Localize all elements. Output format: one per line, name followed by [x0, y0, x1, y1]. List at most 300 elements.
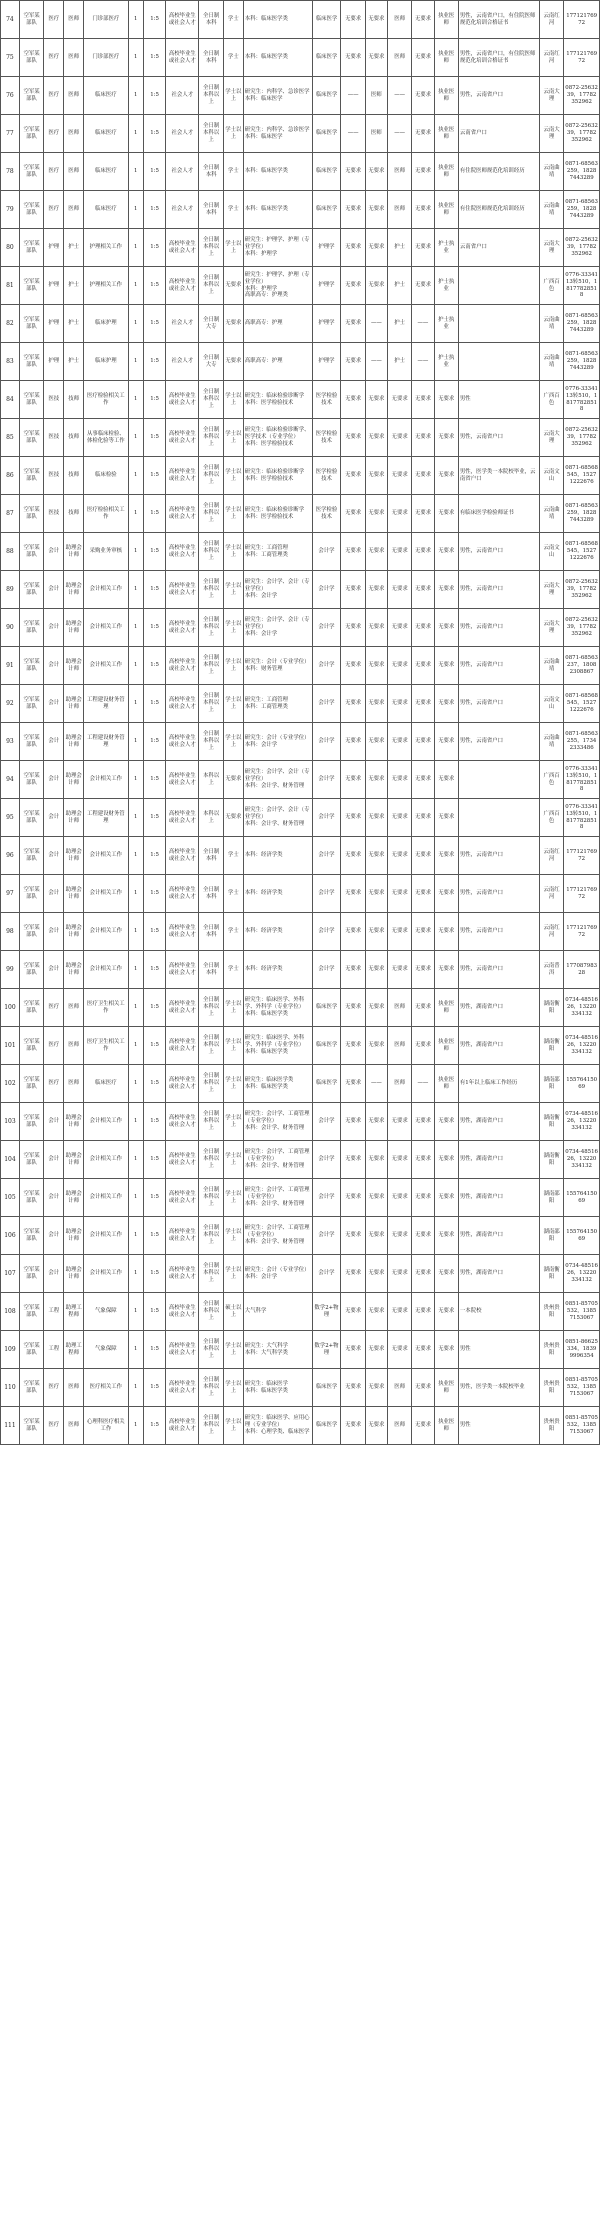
cell-degree: 学士以上: [223, 1217, 243, 1255]
cell-degree: 无要求: [223, 305, 243, 343]
cell-work-place: 云南普洱: [539, 951, 563, 989]
cell-certificate: 无要求: [434, 1179, 458, 1217]
cell-work-place: 云南红河: [539, 1, 563, 39]
cell-position-name: 技师: [64, 495, 84, 533]
cell-exam-ratio: 1:5: [144, 419, 166, 457]
cell-age: 无要求: [341, 267, 365, 305]
cell-job-duty: 工程建设财务管理: [84, 685, 128, 723]
cell-job-duty: 工程建设财务管理: [84, 799, 128, 837]
cell-certificate: 执业医师: [434, 191, 458, 229]
cell-work-place: 湖南邵阳: [539, 1179, 563, 1217]
cell-other-req: 男性，云南省户口: [458, 685, 539, 723]
cell-title-req: 无要求: [387, 1179, 411, 1217]
cell-position-name: 助理会计师: [64, 837, 84, 875]
cell-seq-no: 90: [1, 609, 20, 647]
cell-other-req: 男性: [458, 1407, 539, 1445]
cell-seq-no: 88: [1, 533, 20, 571]
cell-contact-phone: 17712176972: [564, 837, 600, 875]
cell-work-place: 云南曲靖: [539, 305, 563, 343]
cell-major: 研究生：临床检验诊断学 本科：医学检验技术: [243, 457, 312, 495]
cell-exam-ratio: 1:5: [144, 951, 166, 989]
cell-study-form: 全日制本科以上: [199, 229, 223, 267]
cell-contact-phone: 0872-2563239，17782352962: [564, 571, 600, 609]
cell-degree: 学士以上: [223, 419, 243, 457]
cell-exam-ratio: 1:5: [144, 989, 166, 1027]
cell-other-req: 男性，云南省户口: [458, 913, 539, 951]
cell-job-duty: 会计相关工作: [84, 875, 128, 913]
cell-other-req: 男性，湖南省户口: [458, 1027, 539, 1065]
cell-position-name: 助理会计师: [64, 571, 84, 609]
cell-study-form: 全日制本科以上: [199, 1103, 223, 1141]
cell-contact-phone: 0851-85705532，13857153067: [564, 1407, 600, 1445]
cell-title-req: 医师: [387, 39, 411, 77]
cell-seq-no: 95: [1, 799, 20, 837]
cell-major: 研究生：会计（专业学位） 本科：会计学: [243, 723, 312, 761]
cell-department: 空军某部队: [19, 495, 43, 533]
cell-department: 空军某部队: [19, 229, 43, 267]
cell-other-req: 男性，湖南省户口: [458, 1217, 539, 1255]
cell-position-type: 会计: [44, 1103, 64, 1141]
cell-seq-no: 91: [1, 647, 20, 685]
cell-position-type: 医技: [44, 381, 64, 419]
cell-exam-ratio: 1:5: [144, 1027, 166, 1065]
cell-candidate-source: 高校毕业生或社会人才: [166, 495, 199, 533]
cell-age: 无要求: [341, 305, 365, 343]
cell-position-name: 医师: [64, 1407, 84, 1445]
cell-experience: 无要求: [365, 1407, 387, 1445]
cell-work-place: 广西百色: [539, 799, 563, 837]
cell-study-form: 全日制本科以上: [199, 647, 223, 685]
cell-certificate: 无要求: [434, 419, 458, 457]
cell-seq-no: 101: [1, 1027, 20, 1065]
cell-exam-category: 会计学: [312, 647, 341, 685]
cell-exam-category: 会计学: [312, 533, 341, 571]
cell-position-name: 医师: [64, 39, 84, 77]
cell-candidate-source: 高校毕业生或社会人才: [166, 1, 199, 39]
cell-recruit-count: 1: [128, 1331, 144, 1369]
cell-degree: 学士以上: [223, 1179, 243, 1217]
cell-experience: 无要求: [365, 1331, 387, 1369]
cell-age: 无要求: [341, 609, 365, 647]
cell-exam-category: 会计学: [312, 761, 341, 799]
cell-experience: ——: [365, 343, 387, 381]
cell-exam-category: 临床医学: [312, 77, 341, 115]
cell-exam-ratio: 1:5: [144, 1217, 166, 1255]
cell-experience: 医师: [365, 115, 387, 153]
cell-work-place: 湖南衡阳: [539, 1027, 563, 1065]
cell-work-place: 贵州贵阳: [539, 1331, 563, 1369]
cell-recruit-count: 1: [128, 609, 144, 647]
cell-rank-req: 无要求: [412, 533, 434, 571]
cell-job-duty: 会计相关工作: [84, 571, 128, 609]
cell-recruit-count: 1: [128, 1141, 144, 1179]
cell-recruit-count: 1: [128, 989, 144, 1027]
cell-title-req: 医师: [387, 1065, 411, 1103]
cell-study-form: 全日制本科: [199, 1, 223, 39]
cell-major: 本科：经济学类: [243, 951, 312, 989]
cell-certificate: 护士执业: [434, 305, 458, 343]
cell-seq-no: 94: [1, 761, 20, 799]
cell-department: 空军某部队: [19, 571, 43, 609]
cell-candidate-source: 高校毕业生或社会人才: [166, 723, 199, 761]
cell-age: 无要求: [341, 153, 365, 191]
cell-contact-phone: 0871-68568545，15271222676: [564, 533, 600, 571]
cell-candidate-source: 高校毕业生或社会人才: [166, 609, 199, 647]
cell-experience: 无要求: [365, 267, 387, 305]
cell-contact-phone: 17708798328: [564, 951, 600, 989]
cell-candidate-source: 高校毕业生或社会人才: [166, 1027, 199, 1065]
cell-work-place: 云南文山: [539, 533, 563, 571]
cell-rank-req: 无要求: [412, 1217, 434, 1255]
cell-contact-phone: 0872-2563239，17782352962: [564, 419, 600, 457]
cell-candidate-source: 高校毕业生或社会人才: [166, 1293, 199, 1331]
cell-certificate: 护士执业: [434, 343, 458, 381]
cell-exam-category: 医学检验技术: [312, 419, 341, 457]
cell-certificate: 无要求: [434, 533, 458, 571]
cell-rank-req: 无要求: [412, 1179, 434, 1217]
cell-seq-no: 74: [1, 1, 20, 39]
cell-department: 空军某部队: [19, 837, 43, 875]
cell-study-form: 全日制本科以上: [199, 1331, 223, 1369]
cell-certificate: 无要求: [434, 1331, 458, 1369]
cell-degree: 学士以上: [223, 77, 243, 115]
cell-recruit-count: 1: [128, 1027, 144, 1065]
cell-candidate-source: 高校毕业生或社会人才: [166, 951, 199, 989]
cell-seq-no: 106: [1, 1217, 20, 1255]
cell-exam-category: 医学检验技术: [312, 495, 341, 533]
cell-certificate: 无要求: [434, 1103, 458, 1141]
cell-contact-phone: 0871-68563259，18287443289: [564, 495, 600, 533]
cell-title-req: 护士: [387, 305, 411, 343]
cell-position-name: 医师: [64, 115, 84, 153]
cell-job-duty: 临床检验: [84, 457, 128, 495]
cell-job-duty: 临床医疗: [84, 1065, 128, 1103]
cell-title-req: 无要求: [387, 837, 411, 875]
cell-position-name: 医师: [64, 153, 84, 191]
cell-exam-category: 临床医学: [312, 191, 341, 229]
cell-position-type: 会计: [44, 1217, 64, 1255]
cell-work-place: 云南文山: [539, 685, 563, 723]
cell-rank-req: 无要求: [412, 837, 434, 875]
cell-recruit-count: 1: [128, 267, 144, 305]
cell-major: 研究生：临床医学、外科学、外科学（专业学位） 本科：临床医学类: [243, 1027, 312, 1065]
cell-position-type: 会计: [44, 761, 64, 799]
cell-exam-ratio: 1:5: [144, 913, 166, 951]
cell-position-name: 助理会计师: [64, 1103, 84, 1141]
cell-major: 本科：经济学类: [243, 913, 312, 951]
cell-other-req: 男性，湖南省户口: [458, 1255, 539, 1293]
cell-department: 空军某部队: [19, 343, 43, 381]
cell-major: 研究生：大气科学 本科：大气科学类: [243, 1331, 312, 1369]
cell-other-req: 男性，医学类一本院校毕业，云南省户口: [458, 457, 539, 495]
cell-experience: 无要求: [365, 1103, 387, 1141]
cell-age: 无要求: [341, 647, 365, 685]
cell-department: 空军某部队: [19, 419, 43, 457]
cell-department: 空军某部队: [19, 77, 43, 115]
cell-work-place: 云南曲靖: [539, 191, 563, 229]
cell-other-req: 有住院医师规范化培训经历: [458, 191, 539, 229]
cell-recruit-count: 1: [128, 571, 144, 609]
cell-certificate: 无要求: [434, 495, 458, 533]
table-row: [1, 989, 600, 1027]
cell-other-req: 男性，云南省户口，有住院医师规范化培训合格证书: [458, 39, 539, 77]
cell-department: 空军某部队: [19, 1293, 43, 1331]
cell-contact-phone: 0871-68568545，15271222676: [564, 457, 600, 495]
cell-position-name: 医师: [64, 77, 84, 115]
cell-degree: 学士: [223, 951, 243, 989]
table-row: [1, 1217, 600, 1255]
cell-position-type: 会计: [44, 913, 64, 951]
cell-experience: 无要求: [365, 1293, 387, 1331]
cell-major: 研究生：会计学、工商管理（专业学位） 本科：会计学、财务管理: [243, 1217, 312, 1255]
cell-candidate-source: 高校毕业生或社会人才: [166, 1407, 199, 1445]
cell-seq-no: 102: [1, 1065, 20, 1103]
cell-position-name: 医师: [64, 1065, 84, 1103]
cell-major: 研究生：会计学、工商管理（专业学位） 本科：会计学、财务管理: [243, 1103, 312, 1141]
cell-position-type: 会计: [44, 533, 64, 571]
cell-study-form: 全日制本科以上: [199, 115, 223, 153]
cell-rank-req: 无要求: [412, 723, 434, 761]
cell-title-req: 无要求: [387, 723, 411, 761]
cell-study-form: 全日制本科: [199, 913, 223, 951]
cell-position-type: 护理: [44, 229, 64, 267]
cell-title-req: 无要求: [387, 913, 411, 951]
cell-title-req: 无要求: [387, 647, 411, 685]
cell-title-req: 无要求: [387, 875, 411, 913]
cell-certificate: 无要求: [434, 647, 458, 685]
cell-degree: 无要求: [223, 761, 243, 799]
cell-certificate: 无要求: [434, 1255, 458, 1293]
cell-job-duty: 会计相关工作: [84, 1217, 128, 1255]
cell-age: 无要求: [341, 1, 365, 39]
cell-other-req: 男性，医学类一本院校毕业: [458, 1369, 539, 1407]
cell-department: 空军某部队: [19, 305, 43, 343]
cell-exam-category: 会计学: [312, 951, 341, 989]
cell-candidate-source: 社会人才: [166, 77, 199, 115]
cell-candidate-source: 社会人才: [166, 343, 199, 381]
cell-experience: 无要求: [365, 381, 387, 419]
cell-position-type: 医疗: [44, 1065, 64, 1103]
cell-contact-phone: 0734-4851626，13220334132: [564, 1141, 600, 1179]
cell-candidate-source: 高校毕业生或社会人才: [166, 1369, 199, 1407]
cell-major: 本科：经济学类: [243, 837, 312, 875]
table-row: [1, 305, 600, 343]
cell-work-place: 云南文山: [539, 457, 563, 495]
cell-seq-no: 110: [1, 1369, 20, 1407]
cell-position-type: 会计: [44, 837, 64, 875]
cell-degree: 学士以上: [223, 1103, 243, 1141]
cell-exam-ratio: 1:5: [144, 1141, 166, 1179]
cell-rank-req: 无要求: [412, 799, 434, 837]
cell-department: 空军某部队: [19, 1331, 43, 1369]
cell-study-form: 全日制本科以上: [199, 419, 223, 457]
cell-position-name: 助理会计师: [64, 723, 84, 761]
cell-study-form: 全日制本科以上: [199, 267, 223, 305]
cell-exam-category: 会计学: [312, 1103, 341, 1141]
cell-seq-no: 77: [1, 115, 20, 153]
cell-exam-ratio: 1:5: [144, 115, 166, 153]
cell-position-type: 医疗: [44, 77, 64, 115]
cell-exam-ratio: 1:5: [144, 39, 166, 77]
cell-exam-category: 临床医学: [312, 989, 341, 1027]
cell-exam-ratio: 1:5: [144, 457, 166, 495]
cell-recruit-count: 1: [128, 647, 144, 685]
cell-certificate: 执业医师: [434, 1, 458, 39]
cell-rank-req: 无要求: [412, 419, 434, 457]
table-row: [1, 1293, 600, 1331]
cell-study-form: 全日制本科以上: [199, 381, 223, 419]
cell-degree: 无要求: [223, 267, 243, 305]
cell-seq-no: 85: [1, 419, 20, 457]
cell-age: 无要求: [341, 419, 365, 457]
cell-work-place: 云南红河: [539, 913, 563, 951]
cell-department: 空军某部队: [19, 533, 43, 571]
cell-position-name: 助理会计师: [64, 609, 84, 647]
cell-rank-req: 无要求: [412, 1293, 434, 1331]
cell-experience: 无要求: [365, 837, 387, 875]
cell-experience: ——: [365, 1065, 387, 1103]
cell-study-form: 全日制本科以上: [199, 495, 223, 533]
cell-major: 本科：临床医学类: [243, 191, 312, 229]
cell-recruit-count: 1: [128, 837, 144, 875]
cell-major: 研究生：临床医学、外科学、外科学（专业学位） 本科：临床医学类: [243, 989, 312, 1027]
cell-work-place: 云南曲靖: [539, 495, 563, 533]
cell-exam-ratio: 1:5: [144, 1065, 166, 1103]
cell-candidate-source: 高校毕业生或社会人才: [166, 229, 199, 267]
table-row: [1, 1407, 600, 1445]
cell-job-duty: 医疗检验相关工作: [84, 495, 128, 533]
cell-work-place: 湖南邵阳: [539, 1065, 563, 1103]
cell-degree: 学士以上: [223, 723, 243, 761]
cell-degree: 学士以上: [223, 381, 243, 419]
cell-position-name: 医师: [64, 1, 84, 39]
cell-title-req: ——: [387, 115, 411, 153]
cell-rank-req: 无要求: [412, 609, 434, 647]
cell-study-form: 全日制本科以上: [199, 533, 223, 571]
table-body: [1, 1, 600, 1445]
cell-age: 无要求: [341, 837, 365, 875]
cell-position-type: 会计: [44, 609, 64, 647]
cell-major: 本科：经济学类: [243, 875, 312, 913]
cell-seq-no: 104: [1, 1141, 20, 1179]
cell-other-req: 男性，湖南省户口: [458, 1141, 539, 1179]
cell-experience: 无要求: [365, 723, 387, 761]
cell-exam-category: 会计学: [312, 609, 341, 647]
cell-major: 研究生：会计学、会计（专业学位） 本科：会计学: [243, 609, 312, 647]
cell-candidate-source: 高校毕业生或社会人才: [166, 1065, 199, 1103]
cell-position-type: 医疗: [44, 989, 64, 1027]
cell-position-name: 护士: [64, 267, 84, 305]
cell-contact-phone: 0872-2563239，17782352962: [564, 77, 600, 115]
cell-experience: 无要求: [365, 989, 387, 1027]
cell-title-req: 无要求: [387, 761, 411, 799]
table-row: [1, 39, 600, 77]
cell-contact-phone: 17712176972: [564, 913, 600, 951]
cell-contact-phone: 0776-3334113转510，18177828518: [564, 381, 600, 419]
cell-candidate-source: 高校毕业生或社会人才: [166, 761, 199, 799]
cell-exam-ratio: 1:5: [144, 609, 166, 647]
cell-other-req: [458, 267, 539, 305]
cell-candidate-source: 高校毕业生或社会人才: [166, 571, 199, 609]
cell-position-name: 助理会计师: [64, 799, 84, 837]
cell-major: 高职高专：护理: [243, 343, 312, 381]
cell-other-req: 男性，云南省户口: [458, 533, 539, 571]
cell-candidate-source: 高校毕业生或社会人才: [166, 457, 199, 495]
cell-candidate-source: 高校毕业生或社会人才: [166, 1103, 199, 1141]
cell-recruit-count: 1: [128, 229, 144, 267]
cell-age: ——: [341, 77, 365, 115]
cell-candidate-source: 社会人才: [166, 305, 199, 343]
cell-study-form: 全日制本科以上: [199, 1217, 223, 1255]
cell-contact-phone: 15576415069: [564, 1065, 600, 1103]
cell-recruit-count: 1: [128, 1103, 144, 1141]
cell-exam-category: 临床医学: [312, 39, 341, 77]
cell-contact-phone: 0872-2563239，17782352962: [564, 229, 600, 267]
cell-other-req: 男性，湖南省户口: [458, 1179, 539, 1217]
table-row: [1, 685, 600, 723]
cell-position-name: 技师: [64, 457, 84, 495]
cell-rank-req: 无要求: [412, 989, 434, 1027]
cell-position-type: 会计: [44, 875, 64, 913]
cell-job-duty: 护理相关工作: [84, 229, 128, 267]
cell-age: 无要求: [341, 1027, 365, 1065]
cell-seq-no: 93: [1, 723, 20, 761]
cell-major: 本科：临床医学类: [243, 153, 312, 191]
cell-position-name: 助理会计师: [64, 913, 84, 951]
cell-exam-ratio: 1:5: [144, 267, 166, 305]
cell-position-type: 护理: [44, 343, 64, 381]
cell-candidate-source: 高校毕业生或社会人才: [166, 799, 199, 837]
cell-recruit-count: 1: [128, 685, 144, 723]
cell-experience: 无要求: [365, 1255, 387, 1293]
table-row: [1, 533, 600, 571]
cell-certificate: 无要求: [434, 913, 458, 951]
cell-certificate: 执业医师: [434, 39, 458, 77]
cell-major: 研究生：临床医学 本科：临床医学类: [243, 1369, 312, 1407]
cell-other-req: 有住院医师规范化培训经历: [458, 153, 539, 191]
cell-title-req: 医师: [387, 191, 411, 229]
cell-seq-no: 76: [1, 77, 20, 115]
cell-position-type: 护理: [44, 267, 64, 305]
cell-contact-phone: 0871-68563259，18287443289: [564, 191, 600, 229]
cell-exam-ratio: 1:5: [144, 1331, 166, 1369]
cell-candidate-source: 高校毕业生或社会人才: [166, 837, 199, 875]
table-row: [1, 571, 600, 609]
cell-work-place: 云南大理: [539, 77, 563, 115]
cell-position-name: 助理会计师: [64, 685, 84, 723]
cell-position-type: 医疗: [44, 39, 64, 77]
cell-certificate: 无要求: [434, 799, 458, 837]
cell-exam-ratio: 1:5: [144, 1103, 166, 1141]
cell-certificate: 无要求: [434, 1293, 458, 1331]
cell-job-duty: 门诊部医疗: [84, 39, 128, 77]
cell-age: 无要求: [341, 1217, 365, 1255]
cell-contact-phone: 0776-3334113转510，18177828518: [564, 799, 600, 837]
cell-experience: 无要求: [365, 191, 387, 229]
table-row: [1, 1331, 600, 1369]
cell-other-req: 男性，云南省户口，有住院医师规范化培训合格证书: [458, 1, 539, 39]
cell-other-req: [458, 761, 539, 799]
cell-seq-no: 109: [1, 1331, 20, 1369]
cell-position-name: 助理会计师: [64, 1179, 84, 1217]
cell-job-duty: 医疗卫生相关工作: [84, 1027, 128, 1065]
cell-age: 无要求: [341, 495, 365, 533]
cell-position-name: 助理会计师: [64, 647, 84, 685]
table-row: [1, 951, 600, 989]
cell-rank-req: ——: [412, 305, 434, 343]
table-row: [1, 77, 600, 115]
cell-department: 空军某部队: [19, 1369, 43, 1407]
